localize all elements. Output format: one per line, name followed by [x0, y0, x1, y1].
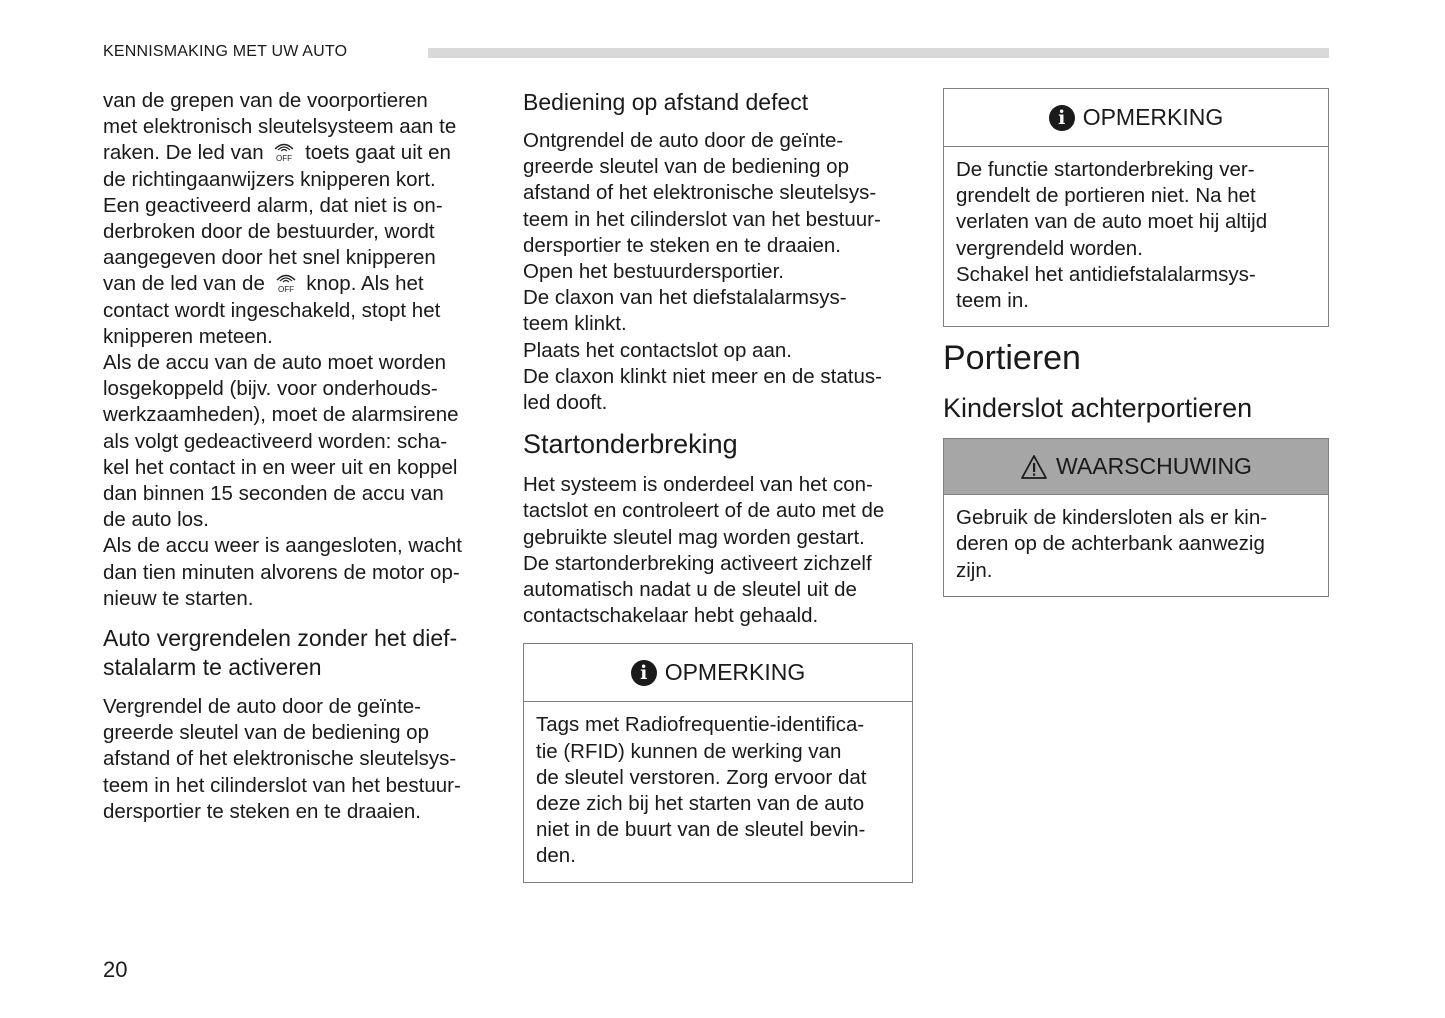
column-2: [523, 88, 913, 883]
text-line: derbroken door de bestuurder, wordt: [103, 220, 435, 244]
section-title: Startonderbreking: [523, 429, 738, 460]
page-number: 20: [103, 957, 128, 982]
info-icon: i: [1049, 105, 1075, 131]
text-line: deren op de achterbank aanwezig: [956, 532, 1265, 556]
warning-box: [943, 438, 1329, 597]
note-body: [524, 702, 912, 881]
text-line: dersportier te steken en te draaien.: [523, 233, 841, 257]
text-line: vergrendeld worden.: [956, 236, 1143, 260]
warning-triangle-icon: [1020, 454, 1048, 480]
section-heading: Bediening op afstand defect: [523, 89, 809, 115]
text-line: tactslot en controleert of de auto met de: [523, 499, 885, 523]
text-line: automatisch nadat u de sleutel uit de: [523, 578, 857, 602]
text-line: contact wordt ingeschakeld, stopt het: [103, 298, 441, 322]
text-line: den.: [536, 844, 576, 868]
text-line: afstand of het elektronische sleutelsys-: [523, 181, 877, 205]
text-line: tie (RFID) kunnen de werking van: [536, 739, 842, 763]
note-title: OPMERKING: [664, 659, 806, 686]
text-line: van de led van de OFF knop. Als het: [103, 272, 424, 296]
text-line: de auto los.: [103, 508, 209, 532]
alarm-off-icon: [271, 271, 301, 293]
text-line: De claxon klinkt niet meer en de status-: [523, 364, 882, 388]
text-line: nieuw te starten.: [103, 586, 254, 610]
text-line: Plaats het contactslot op aan.: [523, 338, 792, 362]
header-title: KENNISMAKING MET UW AUTO: [103, 43, 348, 60]
text-line: Het systeem is onderdeel van het con-: [523, 473, 873, 497]
col1-paragraph-1: [103, 88, 493, 612]
header-rule: [428, 48, 1329, 58]
note-box: [943, 88, 1329, 327]
heading-line: stalalarm te activeren: [103, 654, 322, 681]
svg-text:OFF: OFF: [276, 154, 293, 163]
text-line: Vergrendel de auto door de geïnte-: [103, 695, 421, 719]
section-heading: [103, 624, 493, 682]
text-line: aangegeven door het snel knipperen: [103, 246, 436, 270]
note-header: [524, 644, 912, 702]
section-title: Kinderslot achterportieren: [943, 393, 1253, 424]
note-body: [944, 147, 1328, 326]
text-line: Ontgrendel de auto door de geïnte-: [523, 129, 844, 152]
warning-body: [944, 495, 1328, 596]
text-line: De startonderbreking activeert zichzelf: [523, 551, 872, 575]
text-line: Gebruik de kindersloten als er kin-: [956, 506, 1268, 530]
text-line: teem in het cilinderslot van het bestuur-: [523, 207, 881, 231]
text-line: Als de accu van de auto moet worden: [103, 351, 447, 375]
col2-paragraph-1: [523, 128, 913, 416]
text-line: Tags met Radiofrequentie-identifica-: [536, 713, 865, 737]
column-3: [943, 88, 1329, 597]
text-line: De claxon van het diefstalalarmsys-: [523, 286, 847, 310]
text-line: de richtingaanwijzers knipperen kort.: [103, 167, 436, 191]
text-line: de sleutel verstoren. Zorg ervoor dat: [536, 765, 867, 789]
text-line: teem in.: [956, 289, 1029, 313]
text-line: gebruikte sleutel mag worden gestart.: [523, 525, 865, 549]
text-line: Een geactiveerd alarm, dat niet is on-: [103, 193, 443, 217]
warning-title: WAARSCHUWING: [1056, 453, 1252, 480]
text-line: kel het contact in en weer uit en koppel: [103, 455, 458, 479]
text-line: met elektronisch sleutelsysteem aan te: [103, 115, 457, 139]
text-line: niet in de buurt van de sleutel bevin-: [536, 818, 866, 842]
text-line: Als de accu weer is aangesloten, wacht: [103, 534, 462, 558]
svg-text:OFF: OFF: [277, 285, 294, 294]
text-line: losgekoppeld (bijv. voor onderhouds-: [103, 377, 438, 401]
text-line: greerde sleutel van de bediening op: [103, 721, 429, 745]
note-title: OPMERKING: [1082, 104, 1224, 130]
text-line: knipperen meteen.: [103, 324, 273, 348]
text-line: werkzaamheden), moet de alarmsirene: [103, 403, 459, 427]
text-line: verlaten van de auto moet hij altijd: [956, 210, 1268, 234]
text-line: Schakel het antidiefstalalarmsys-: [956, 262, 1256, 286]
note-header: [944, 89, 1328, 147]
text-line: teem in het cilinderslot van het bestuur-: [103, 773, 461, 797]
chapter-title: Portieren: [943, 339, 1081, 378]
text-line: contactschakelaar hebt gehaald.: [523, 604, 819, 628]
text-line: teem klinkt.: [523, 312, 627, 336]
col2-paragraph-2: [523, 472, 913, 629]
text-line: zijn.: [956, 558, 993, 582]
text-line: greerde sleutel van de bediening op: [523, 155, 849, 179]
note-box: [523, 643, 913, 882]
text-line: deze zich bij het starten van de auto: [536, 792, 865, 816]
warning-header: [944, 439, 1328, 495]
text-line: led dooft.: [523, 391, 608, 415]
text-line: dan tien minuten alvorens de motor op-: [103, 560, 460, 584]
text-line: als volgt gedeactiveerd worden: scha-: [103, 429, 448, 453]
text-line: afstand of het elektronische sleutelsys-: [103, 747, 457, 771]
text-line: van de grepen van de voorportieren: [103, 89, 428, 112]
alarm-off-icon: [269, 140, 299, 162]
text-line: Open het bestuurdersportier.: [523, 260, 784, 284]
col1-paragraph-2: [103, 694, 493, 825]
text-line: grendelt de portieren niet. Na het: [956, 184, 1256, 208]
text-line: dan binnen 15 seconden de accu van: [103, 482, 444, 506]
text-line: raken. De led van OFF toets gaat uit en: [103, 141, 451, 165]
column-1: [103, 88, 493, 825]
text-line: De functie startonderbreking ver-: [956, 158, 1255, 181]
text-line: dersportier te steken en te draaien.: [103, 799, 421, 823]
info-icon: i: [631, 660, 657, 686]
heading-line: Auto vergrendelen zonder het dief-: [103, 625, 458, 652]
